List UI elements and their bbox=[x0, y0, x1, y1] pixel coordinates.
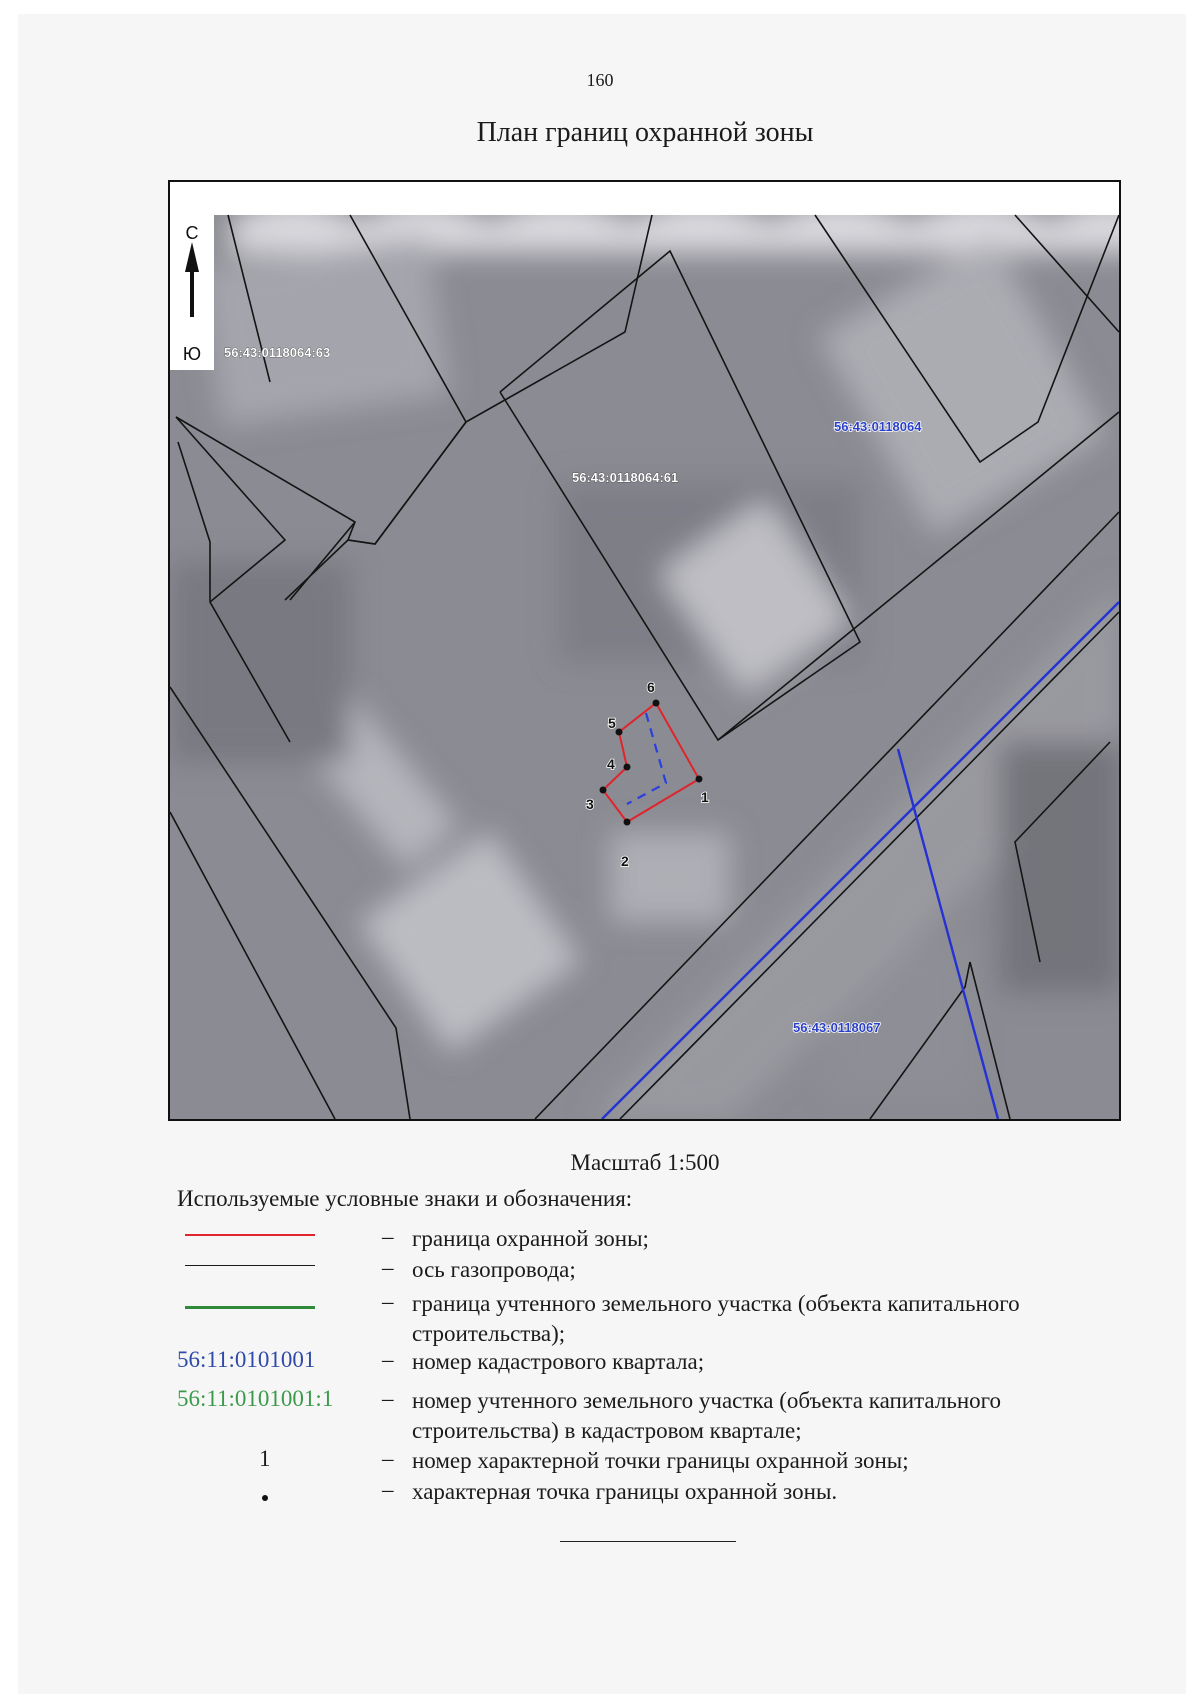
legend-dash: – bbox=[382, 1255, 394, 1280]
legend-dash: – bbox=[382, 1289, 394, 1314]
point-marker bbox=[616, 729, 623, 736]
compass-north-label: С bbox=[185, 223, 199, 243]
legend-text: номер кадастрового квартала; bbox=[412, 1349, 705, 1374]
map-frame bbox=[168, 180, 1121, 1121]
legend-heading: Используемые условные знаки и обозначения: bbox=[177, 1186, 633, 1211]
point-number-6: 6 bbox=[647, 679, 655, 695]
legend-dash: – bbox=[382, 1347, 394, 1372]
parcel-code-sample: 56:11:0101001:1 bbox=[177, 1386, 334, 1411]
legend-dash: – bbox=[382, 1386, 394, 1411]
legend-text: номер учтенного земельного участка (объекта капитального строительства) в кадастровом квартале; bbox=[412, 1388, 1001, 1443]
compass-south-label: Ю bbox=[182, 344, 202, 364]
page-number: 160 bbox=[586, 70, 614, 90]
point-dot-sample bbox=[262, 1495, 268, 1501]
parcel-label-61: 56:43:0118064:61 bbox=[572, 470, 679, 485]
point-marker bbox=[696, 776, 703, 783]
legend-dash: – bbox=[382, 1446, 394, 1471]
point-number-5: 5 bbox=[608, 715, 616, 731]
point-marker bbox=[653, 700, 660, 707]
footer-rule bbox=[560, 1541, 736, 1542]
legend-text: характерная точка границы охранной зоны. bbox=[412, 1479, 838, 1504]
plan-title: План границ охранной зоны bbox=[476, 117, 814, 148]
point-number-1: 1 bbox=[701, 789, 709, 805]
quarter-label-64: 56:43:0118064 bbox=[834, 419, 922, 434]
point-number-3: 3 bbox=[586, 796, 594, 812]
parcel-label-63: 56:43:0118064:63 bbox=[224, 345, 331, 360]
point-number-2: 2 bbox=[621, 853, 629, 869]
legend-text: граница охранной зоны; bbox=[412, 1226, 649, 1251]
map-scale: Масштаб 1:500 bbox=[570, 1150, 720, 1175]
legend-dash: – bbox=[382, 1224, 394, 1249]
compass-rose bbox=[170, 215, 214, 370]
legend-text: ось газопровода; bbox=[412, 1257, 576, 1282]
quarter-code-sample: 56:11:0101001 bbox=[177, 1347, 316, 1372]
green-line-swatch bbox=[185, 1306, 315, 1309]
point-number-4: 4 bbox=[607, 756, 615, 772]
point-marker bbox=[624, 819, 631, 826]
red-line-swatch bbox=[185, 1234, 315, 1236]
protection-zone-map bbox=[170, 182, 1119, 1119]
black-line-swatch bbox=[185, 1265, 315, 1266]
point-marker bbox=[600, 787, 607, 794]
legend-dash: – bbox=[382, 1477, 394, 1502]
legend-text: граница учтенного земельного участка (объекта капитального строительства); bbox=[412, 1291, 1020, 1346]
legend-text: номер характерной точки границы охранной зоны; bbox=[412, 1448, 909, 1473]
quarter-label-67: 56:43:0118067 bbox=[793, 1020, 881, 1035]
point-number-sample: 1 bbox=[259, 1446, 271, 1471]
point-marker bbox=[624, 764, 631, 771]
